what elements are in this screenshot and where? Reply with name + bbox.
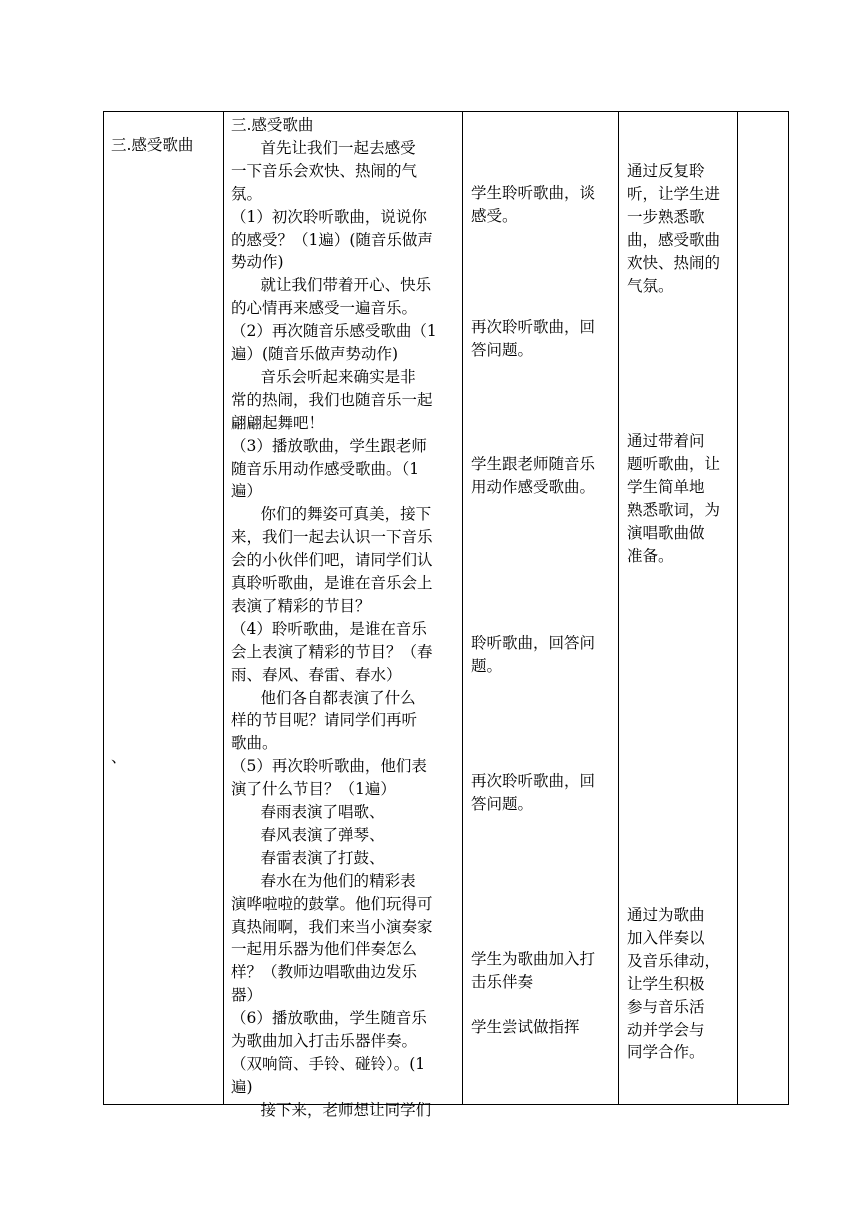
intent-line: 加入伴奏以 xyxy=(627,928,705,947)
student-line: 用动作感受歌曲。 xyxy=(471,478,596,496)
intent-line: 学生简单地 xyxy=(627,477,705,496)
teacher-line: 氛。 xyxy=(231,184,263,203)
teacher-line: （5）再次聆听歌曲，他们表 xyxy=(231,757,427,776)
teacher-line: 一下音乐会欢快、热闹的气 xyxy=(231,161,418,180)
student-line: 学生聆听歌曲，谈 xyxy=(471,184,596,202)
table-border-right xyxy=(788,111,789,1105)
student-line: 再次聆听歌曲，回 xyxy=(471,772,596,790)
teacher-line: 春水在为他们的精彩表 xyxy=(231,871,416,890)
intent-line: 熟悉歌词，为 xyxy=(627,500,721,519)
intent-line: 让学生积极 xyxy=(627,974,705,993)
teacher-line: （双响筒、手铃、碰铃）。(1 xyxy=(231,1054,426,1073)
table-border-bottom xyxy=(103,1104,789,1105)
student-line: 答问题。 xyxy=(471,341,534,359)
punctuation-mark: 、 xyxy=(111,748,127,766)
intent-line: 气氛。 xyxy=(627,276,674,295)
teacher-line: 歌曲。 xyxy=(231,734,278,753)
intent-line: 欢快、热闹的 xyxy=(627,253,721,272)
teacher-line: （1）初次聆听歌曲，说说你 xyxy=(231,207,427,226)
intent-line: 曲，感受歌曲 xyxy=(627,230,721,249)
teacher-line: 表演了精彩的节目？ xyxy=(231,596,371,615)
student-line: 学生为歌曲加入打 xyxy=(471,950,596,968)
student-line: 击乐伴奏 xyxy=(471,973,534,991)
teacher-line: 真聆听歌曲，是谁在音乐会上 xyxy=(231,574,433,592)
teacher-line: 遍） xyxy=(231,482,263,501)
teacher-line: （6）播放歌曲，学生随音乐 xyxy=(231,1009,427,1028)
intent-line: 通过带着问 xyxy=(627,432,705,450)
teacher-line: 春雷表演了打鼓、 xyxy=(231,848,385,867)
section-title: 三.感受歌曲 xyxy=(111,136,194,154)
column-divider-1 xyxy=(223,111,224,1105)
teacher-line: 演了什么节目？（1遍） xyxy=(231,780,396,799)
intent-line: 准备。 xyxy=(627,546,674,565)
intent-line: 参与音乐活 xyxy=(627,997,705,1016)
column-divider-4 xyxy=(737,111,738,1105)
teacher-line: 样的节目呢？请同学们再听 xyxy=(231,711,418,730)
teacher-line: （3）播放歌曲，学生跟老师 xyxy=(231,436,427,455)
column-divider-2 xyxy=(462,111,463,1105)
teacher-line: 常的热闹，我们也随音乐一起 xyxy=(231,390,433,409)
teacher-line: （2）再次随音乐感受歌曲（1 xyxy=(231,322,437,341)
teacher-line: 器） xyxy=(231,986,263,1005)
teacher-line: 势动作) xyxy=(231,253,284,272)
intent-line: 题听歌曲，让 xyxy=(627,454,721,473)
student-line: 答问题。 xyxy=(471,795,534,813)
student-line: 聆听歌曲，回答问 xyxy=(471,634,596,652)
teacher-line: 的心情再来感受一遍音乐。 xyxy=(231,299,418,318)
teacher-line: （4）聆听歌曲，是谁在音乐 xyxy=(231,619,427,638)
intent-line: 演唱歌曲做 xyxy=(627,523,705,542)
intent-line: 同学合作。 xyxy=(627,1043,705,1062)
intent-line: 及音乐律动， xyxy=(627,951,721,970)
intent-line: 听，让学生进 xyxy=(627,184,721,203)
student-line: 再次聆听歌曲，回 xyxy=(471,318,596,336)
student-line: 题。 xyxy=(471,657,503,675)
teacher-line: 接下来，老师想让同学们 xyxy=(231,1100,432,1119)
teacher-line: 春雨表演了唱歌、 xyxy=(231,803,385,821)
column-divider-3 xyxy=(618,111,619,1105)
student-line: 学生跟老师随音乐 xyxy=(471,455,596,473)
teacher-line: 样？（教师边唱歌曲边发乐 xyxy=(231,963,418,982)
teacher-line: 遍）(随音乐做声势动作) xyxy=(231,345,399,363)
teacher-line: 音乐会听起来确实是非 xyxy=(231,367,416,386)
teacher-line: 会上表演了精彩的节目？（春 xyxy=(231,642,433,661)
teacher-line: 三.感受歌曲 xyxy=(231,116,314,134)
intent-line: 通过为歌曲 xyxy=(627,906,705,924)
teacher-line: 真热闹啊，我们来当小演奏家 xyxy=(231,917,433,936)
table-border-top xyxy=(103,111,789,112)
teacher-line: 为歌曲加入打击乐器伴奏。 xyxy=(231,1032,418,1050)
teacher-line: 的感受？（1遍）(随音乐做声 xyxy=(231,230,433,249)
teacher-line: 会的小伙伴们吧，请同学们认 xyxy=(231,551,433,570)
intent-line: 通过反复聆 xyxy=(627,162,705,180)
intent-line: 动并学会与 xyxy=(627,1020,705,1039)
teacher-line: 雨、春风、春雷、春水） xyxy=(231,665,402,684)
student-line: 感受。 xyxy=(471,207,518,225)
teacher-line: 就让我们带着开心、快乐 xyxy=(231,276,432,295)
teacher-line: 来，我们一起去认识一下音乐 xyxy=(231,528,433,547)
teacher-line: 春风表演了弹琴、 xyxy=(231,825,385,844)
teacher-line: 随音乐用动作感受歌曲。（1 xyxy=(231,459,420,478)
teacher-line: 遍) xyxy=(231,1077,253,1096)
teacher-line: 翩翩起舞吧！ xyxy=(231,413,325,432)
student-line: 学生尝试做指挥 xyxy=(471,1018,580,1036)
teacher-line: 一起用乐器为他们伴奏怎么 xyxy=(231,940,418,959)
teacher-line: 他们各自都表演了什么 xyxy=(231,688,416,707)
intent-line: 一步熟悉歌 xyxy=(627,207,705,226)
teacher-line: 演哗啦啦的鼓掌。他们玩得可 xyxy=(231,894,433,913)
teacher-line: 你们的舞姿可真美，接下 xyxy=(231,505,432,524)
teacher-line: 首先让我们一起去感受 xyxy=(231,138,416,157)
table-border-left xyxy=(103,111,104,1105)
